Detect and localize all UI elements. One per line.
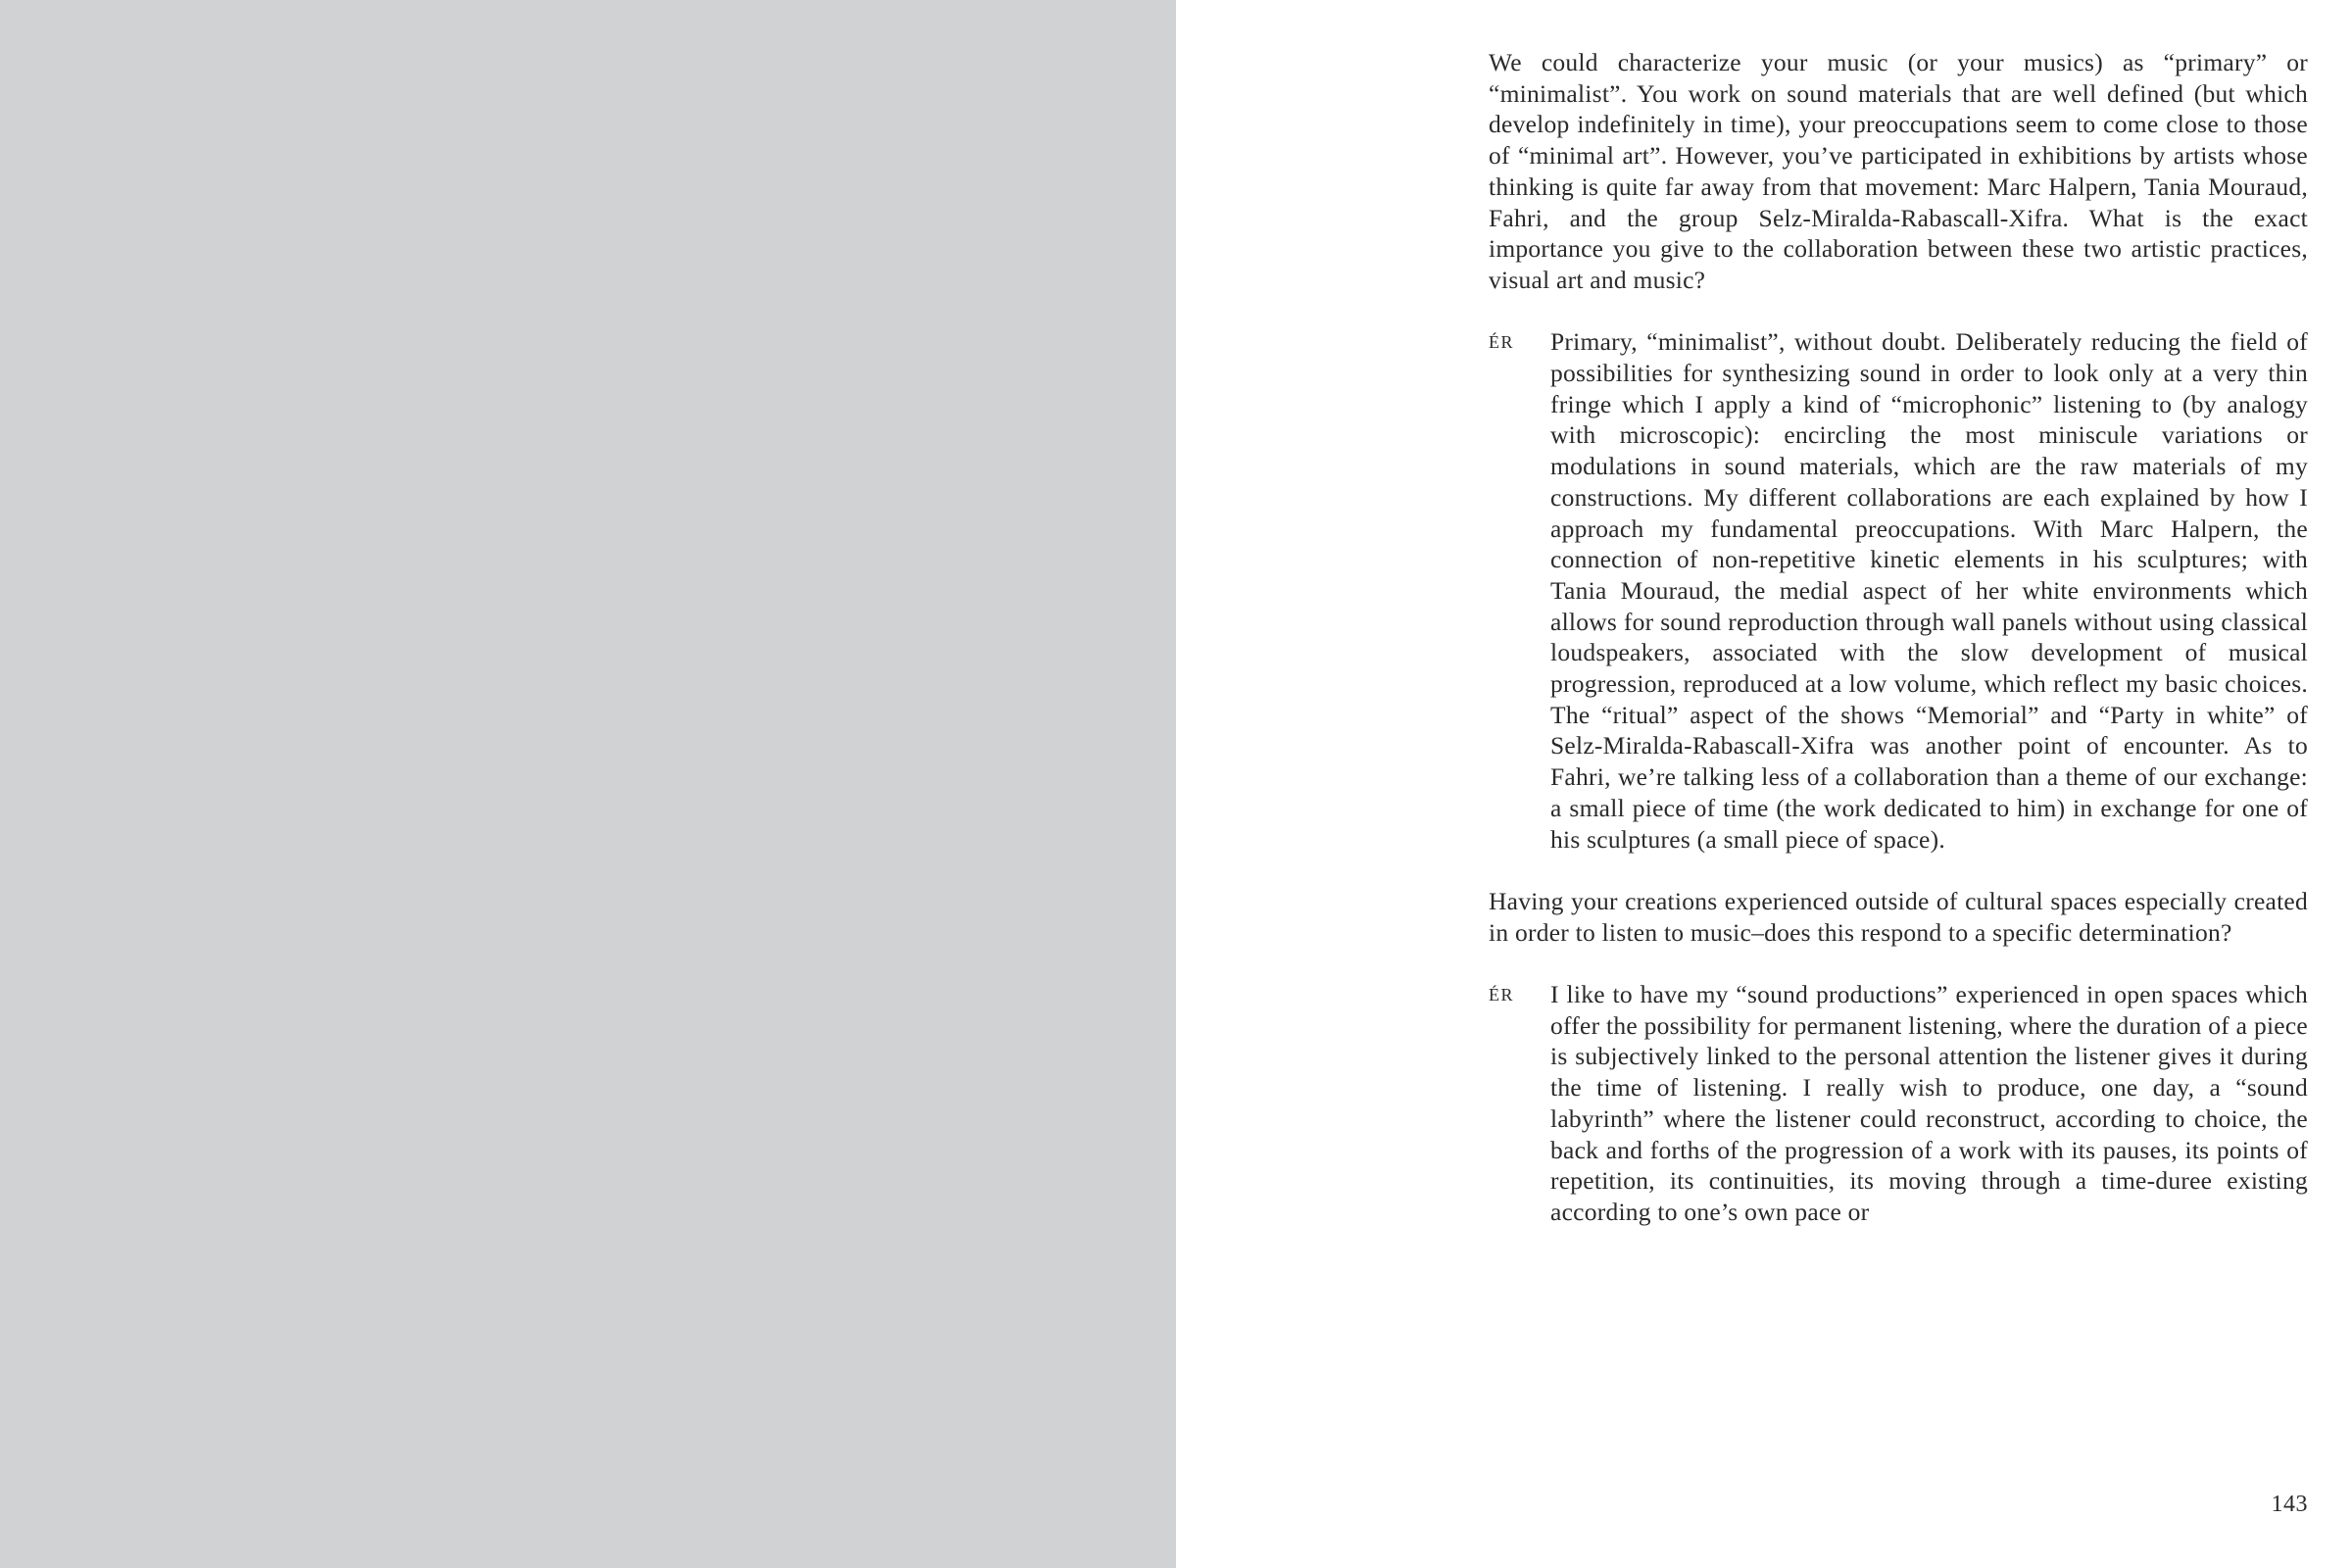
page-number: 143 (2271, 1492, 2308, 1517)
answer-text: Primary, “minimalist”, without doubt. Deliberately reducing the field of possibilities for synthesizing sound in order to look only at a very thin fringe which I apply a kind of “microphonic” listening to (by analogy with microscopic): encircling the most miniscule variations or modulations in sound materials, which are the raw materials of my constructions. My different collaborations are each explained by how I approach my fundamental preoccupations. With Marc Halpern, the connection of non-repetitive kinetic elements in his sculptures; with Tania Mouraud, the medial aspect of her white environments which allows for sound reproduction through wall panels without using classical loudspeakers, associated with the slow development of musical progression, reproduced at a low volume, which reflect my basic choices. The “ritual” aspect of the shows “Memorial” and “Party in white” of Selz-Miralda-Rabascall-Xifra was another point of encounter. As to Fahri, we’re talking less of a collaboration than a theme of our exchange: a small piece of time (the work dedicated to him) in exchange for one of his sculptures (a small piece of space). (1550, 327, 2308, 854)
speaker-initials: ÉR (1489, 985, 1515, 1005)
answer-text: I like to have my “sound productions” experienced in open spaces which offer the possibility for permanent listening, where the duration of a piece is subjectively linked to the personal attention the listener gives it during the time of listening. I really wish to produce, one day, a “sound labyrinth” where the listener could reconstruct, according to choice, the back and forths of the progression of a work with its pauses, its points of repetition, its continuities, its moving through a time-duree existing according to one’s own pace or (1550, 980, 2308, 1226)
question-paragraph: We could characterize your music (or your musics) as “primary” or “minimalist”. You work on sound materials that are well defined (but which develop indefinitely in time), your preoccupations seem to come close to those of “minimal art”. However, you’ve participated in exhibitions by artists whose thinking is quite far away from that movement: Marc Halpern, Tania Mouraud, Fahri, and the group Selz-Miralda-Rabascall-Xifra. What is the exact importance you give to the collaboration between these two artistic practices, visual art and music? (1489, 48, 2308, 294)
answer-paragraph (1489, 979, 2308, 1228)
right-page (1176, 0, 2352, 1568)
answer-paragraph (1489, 326, 2308, 855)
question-paragraph: Having your creations experienced outside of cultural spaces especially created in order to listen to music–does this respond to a specific determination? (1489, 886, 2308, 947)
speaker-initials: ÉR (1489, 332, 1515, 353)
interview-text (1489, 47, 2308, 1258)
